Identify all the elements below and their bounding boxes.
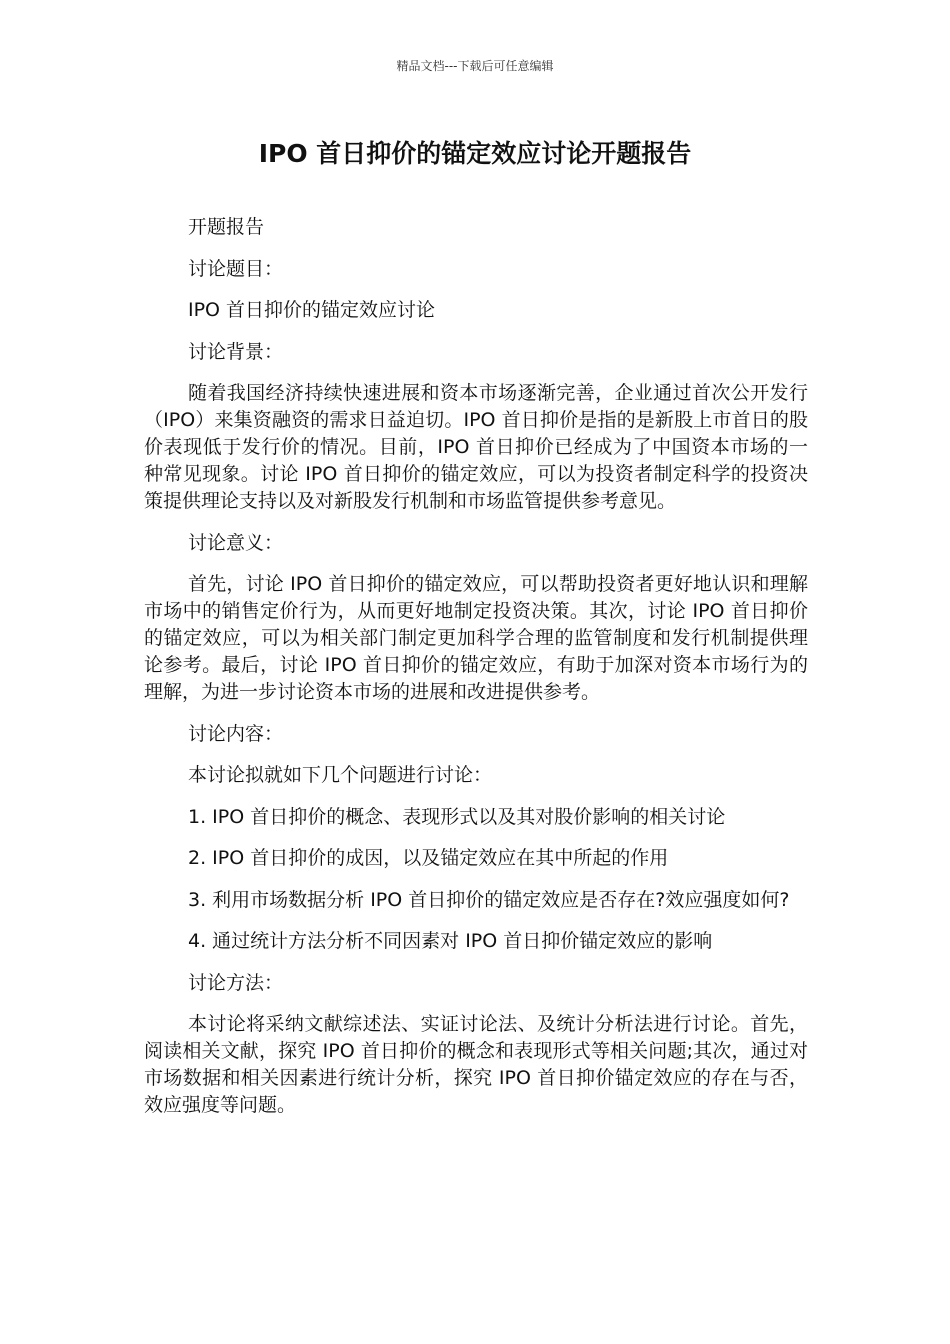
label-research-method: 讨论方法：	[188, 971, 284, 994]
research-content-intro: 本讨论拟就如下几个问题进行讨论：	[188, 764, 493, 786]
label-research-content: 讨论内容：	[188, 722, 284, 745]
document-body	[144, 214, 808, 1134]
research-content-item-4: 4. 通过统计方法分析不同因素对 IPO 首日抑价锚定效应的影响	[188, 930, 713, 952]
header-note: 精品文档---下载后可任意编辑	[396, 59, 554, 73]
label-research-topic: 讨论题目：	[188, 257, 284, 280]
research-topic-text: IPO 首日抑价的锚定效应讨论	[188, 299, 436, 321]
research-background-paragraph: 随着我国经济持续快速进展和资本市场逐渐完善，企业通过首次公开发行（IPO）来集资融资的需求日益迫切。IPO 首日抑价是指的是新股上市首日的股价表现低于发行价的情况。目前，IPO 首日抑价已经成为了中国资本市场的一种常见现象。讨论 IPO 首日抑价的锚定效应，可以为投资者制定科学的投资决策提供理论支持以及对新股发行机制和市场监管提供参考意见。	[144, 382, 808, 512]
label-research-background: 讨论背景：	[188, 340, 284, 363]
label-research-significance: 讨论意义：	[188, 531, 284, 554]
research-content-item-2: 2. IPO 首日抑价的成因，以及锚定效应在其中所起的作用	[188, 847, 669, 869]
research-content-item-1: 1. IPO 首日抑价的概念、表现形式以及其对股价影响的相关讨论	[188, 805, 726, 828]
document-title: IPO 首日抑价的锚定效应讨论开题报告	[258, 139, 692, 168]
research-content-item-3: 3. 利用市场数据分析 IPO 首日抑价的锚定效应是否存在?效应强度如何?	[188, 888, 790, 911]
research-significance-paragraph: 首先，讨论 IPO 首日抑价的锚定效应，可以帮助投资者更好地认识和理解市场中的销售定价行为，从而更好地制定投资决策。其次，讨论 IPO 首日抑价的锚定效应，可以为相关部门制定更加科学合理的监管制度和发行机制提供理论参考。最后，讨论 IPO 首日抑价的锚定效应，有助于加深对资本市场行为的理解，为进一步讨论资本市场的进展和改进提供参考。	[144, 573, 808, 703]
research-method-paragraph: 本讨论将采纳文献综述法、实证讨论法、及统计分析法进行讨论。首先，阅读相关文献，探究 IPO 首日抑价的概念和表现形式等相关问题;其次，通过对市场数据和相关因素进行统计分析，探究 IPO 首日抑价锚定效应的存在与否，效应强度等问题。	[144, 1013, 808, 1116]
label-kaiti-baogao: 开题报告	[188, 216, 265, 238]
